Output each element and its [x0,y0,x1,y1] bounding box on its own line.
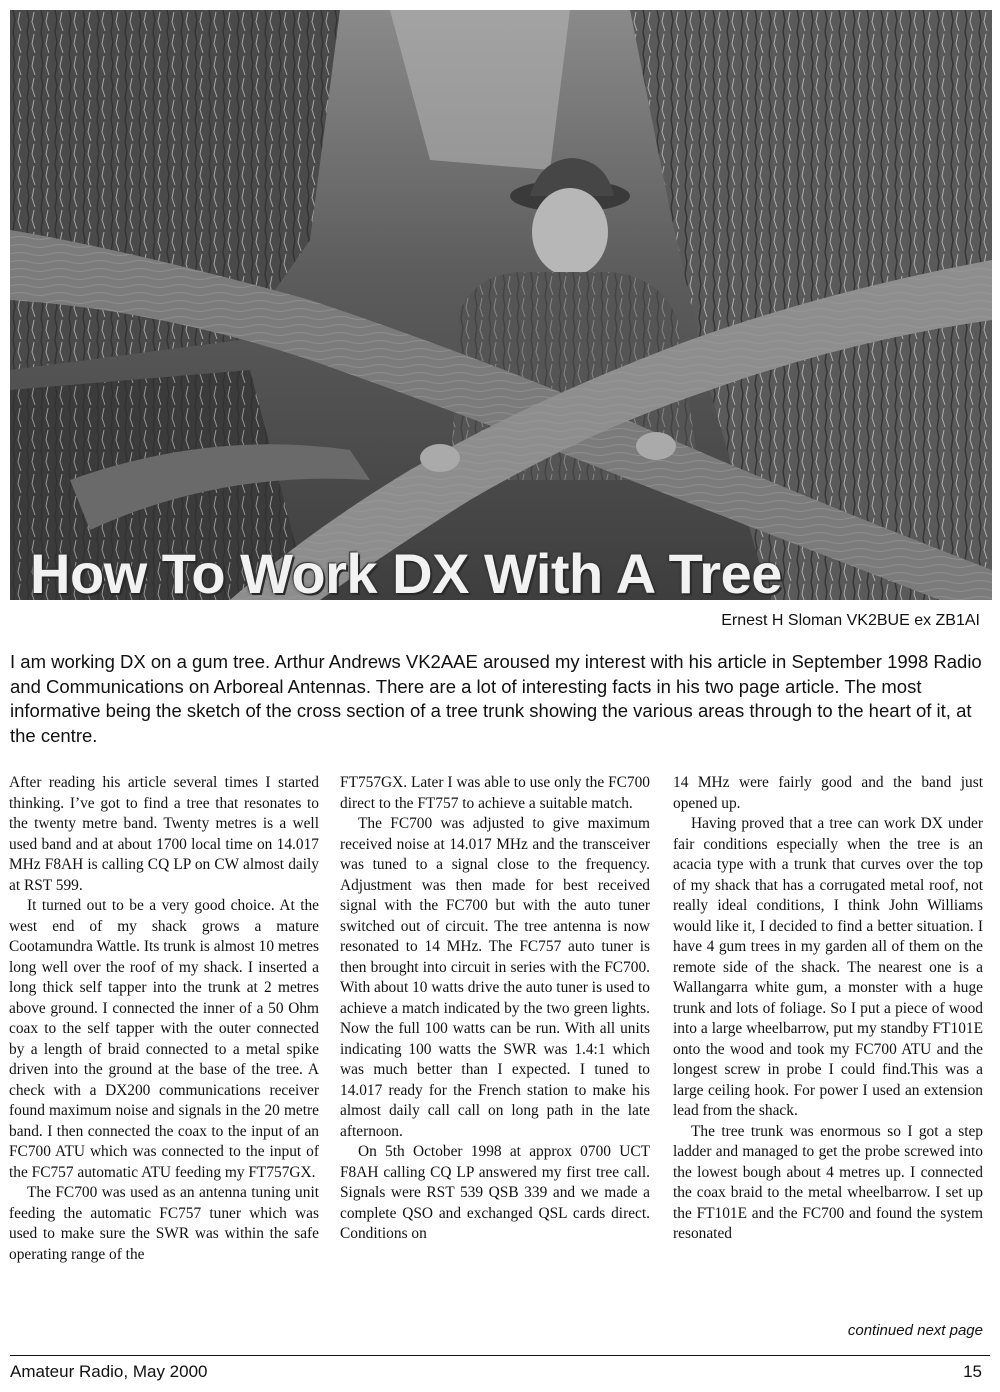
tree-photo-illustration [10,10,992,600]
body-paragraph: 14 MHz were fairly good and the band just opened up. [673,774,983,812]
body-paragraph: The tree trunk was enormous so I got a step ladder and managed to get the probe screwed into the lowest bough about 4 metres up. I connected the coax braid to the metal wheelbarrow. I set up the FT101E and the FC700 and found the system resonated [673,1122,983,1242]
footer-divider [10,1355,990,1356]
article-photo [10,10,992,600]
page-number: 15 [963,1362,982,1381]
body-paragraph: Having proved that a tree can work DX under fair conditions especially when the tree is an acacia type with a trunk that curves over the top of my shack that has a corrugated metal roof, not really ideal conditions, I think John Williams would like it, I decided to find a better situation. I have 4 gum trees in my garden all of them on the remote side of the shack. The nearest one is a Wallangarra white gum, a monster with a huge trunk and lots of foliage. So I put a piece of wood into a large wheelbarrow, put my standby FT101E onto the wood and took my FC700 ATU and the longest screw in probe I could find.This was a large ceiling hook. For power I used an extension lead from the shack. [673,815,983,1119]
body-paragraph: On 5th October 1998 at approx 0700 UCT F8AH calling CQ LP answered my first tree call. Signals were RST 539 QSB 339 and we made a complete QSO and exchanged QSL cards direct. Conditions on [340,1143,650,1242]
article-headline: How To Work DX With A Tree [30,542,782,600]
body-column-2 [340,773,650,1318]
continued-notice[interactable]: continued next page [847,1322,983,1339]
author-byline: Ernest H Sloman VK2BUE ex ZB1AI [721,612,980,629]
body-paragraph: The FC700 was used as an antenna tuning unit feeding the automatic FC757 tuner which was used to make sure the SWR was within the safe operating range of the [9,1184,319,1263]
publication-footer: Amateur Radio, May 2000 [10,1362,208,1381]
body-paragraph: After reading his article several times I started thinking. I’ve got to find a tree that resonates to the twenty metre band. Twenty metres is a well used band and at about 1700 local time on 14.017 MHz F8AH is calling CQ LP on CW almost daily at RST 599. [9,774,319,894]
body-paragraph: It turned out to be a very good choice. At the west end of my shack grows a mature Cootamundra Wattle. Its trunk is almost 10 metres long well over the roof of my shack. I inserted a long thick self tapper into the trunk at 2 metres above ground. I connected the inner of a 50 Ohm coax to the self tapper with the outer connected by a length of braid connected to a metal spike driven into the ground at the base of the tree. A check with a DX200 communications receiver found maximum noise and signals in the 20 metre band. I then connected the coax to the input of an FC700 ATU which was connected to the input of the FC757 automatic ATU feeding my FT757GX. [9,897,319,1181]
body-column-3 [673,773,983,1318]
body-paragraph: FT757GX. Later I was able to use only the FC700 direct to the FT757 to achieve a suitable match. [340,774,650,812]
article-intro: I am working DX on a gum tree. Arthur Andrews VK2AAE aroused my interest with his article in September 1998 Radio and Communications on Arboreal Antennas. There are a lot of interesting facts in his two page article. The most informative being the sketch of the cross section of a tree trunk showing the various areas through to the heart of it, at the centre. [10,651,982,746]
body-paragraph: The FC700 was adjusted to give maximum received noise at 14.017 MHz and the transceiver was tuned to a signal close to the frequency. Adjustment was then made for best received signal with the FC700 but with the auto tuner switched out of circuit. The tree antenna is now resonated to 14 MHz. The FC757 auto tuner is then brought into circuit in series with the FC700. With about 10 watts drive the auto tuner is used to achieve a match indicated by the two green lights. Now the full 100 watts can be run. With all units indicating 100 watts the SWR was 1.4:1 which was much better than I expected. I tuned to 14.017 ready for the French station to make his almost daily call call on long path in the late afternoon. [340,815,650,1140]
body-column-1 [9,773,319,1318]
